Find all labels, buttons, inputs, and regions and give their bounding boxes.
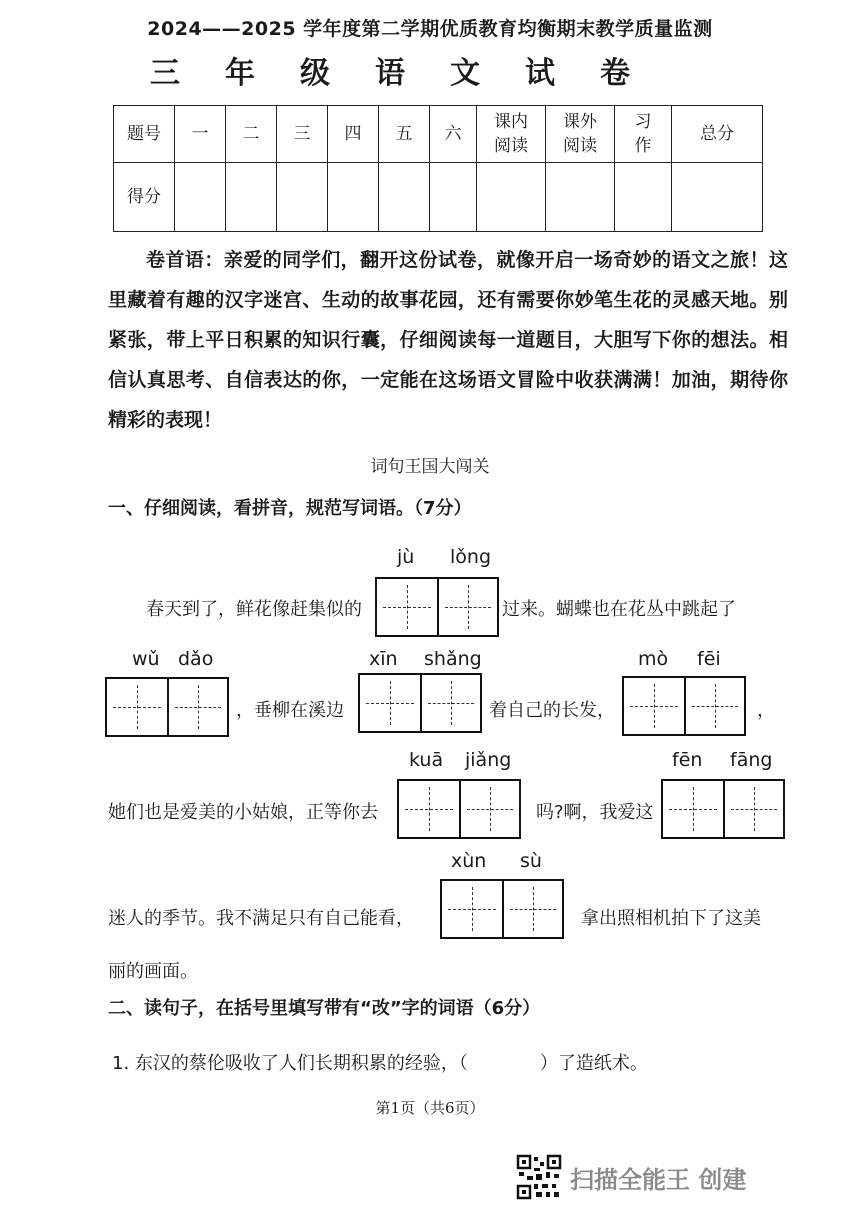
question-1-heading: 一、仔细阅读，看拼音，规范写词语。（7分） — [108, 498, 472, 519]
writing-grid-mofei[interactable] — [622, 676, 746, 736]
sentence-text: 过来。蝴蝶也在花丛中跳起了 — [502, 599, 736, 620]
exam-header: 2024——2025 学年度第二学期优质教育均衡期末教学质量监测 — [147, 18, 713, 40]
pinyin-label: shǎng — [424, 648, 482, 670]
watermark-text: 扫描全能王 创建 — [570, 1166, 747, 1194]
sentence-text: 春天到了，鲜花像赶集似的 — [146, 599, 362, 620]
sentence-text: 拿出照相机拍下了这美 — [581, 908, 761, 929]
score-cell[interactable] — [379, 163, 430, 232]
score-cell[interactable] — [430, 163, 477, 232]
pinyin-label: sù — [520, 850, 542, 872]
writing-grid-xunsu[interactable] — [440, 879, 564, 939]
score-cell[interactable] — [477, 163, 546, 232]
score-col: 三 — [277, 106, 328, 163]
writing-grid-fenfang[interactable] — [661, 779, 785, 839]
section-title: 词句王国大闯关 — [370, 457, 490, 477]
writing-cell[interactable] — [107, 679, 167, 735]
sentence-text: ，垂柳在溪边 — [236, 700, 344, 721]
question-2-heading: 二、读句子，在括号里填写带有“改”字的词语（6分） — [108, 998, 541, 1019]
sentence-text: 着自己的长发， — [489, 700, 615, 721]
score-cell[interactable] — [672, 163, 763, 232]
writing-cell[interactable] — [663, 781, 723, 837]
pinyin-label: fēn — [672, 749, 703, 771]
title-char: 语 — [375, 56, 405, 91]
score-cell[interactable] — [175, 163, 226, 232]
score-col: 习 作 — [615, 106, 672, 163]
score-row-label: 得分 — [114, 163, 175, 232]
qr-code-icon — [516, 1154, 562, 1200]
title-char: 三 — [150, 56, 180, 91]
pinyin-label: jù — [397, 546, 415, 568]
question-2-item-1: 1. 东汉的蔡伦吸收了人们长期积累的经验，（ ）了造纸术。 — [112, 1053, 648, 1074]
score-col: 六 — [430, 106, 477, 163]
writing-cell[interactable] — [167, 679, 227, 735]
score-cell[interactable] — [546, 163, 615, 232]
title-char: 卷 — [600, 56, 630, 91]
pinyin-label: xīn — [369, 648, 398, 670]
score-col: 总分 — [672, 106, 763, 163]
score-col: 课内 阅读 — [477, 106, 546, 163]
writing-grid-kuajiang[interactable] — [397, 779, 521, 839]
score-table-header-row — [114, 106, 763, 163]
writing-cell[interactable] — [399, 781, 459, 837]
pinyin-label: fēi — [697, 648, 721, 670]
score-table — [113, 105, 763, 232]
intro-paragraph: 卷首语：亲爱的同学们，翻开这份试卷，就像开启一场奇妙的语文之旅！这里藏着有趣的汉字迷宫、生动的故事花园，还有需要你妙笔生花的灵感天地。别紧张，带上平日积累的知识行囊，仔细阅读每一道题目，大胆写下你的想法。相信认真思考、自信表达的你，一定能在这场语文冒险中收获满满！加油，期待你精彩的表现！ — [108, 249, 788, 431]
title-char: 文 — [450, 56, 480, 91]
score-cell[interactable] — [328, 163, 379, 232]
sentence-text: 她们也是爱美的小姑娘，正等你去 — [108, 802, 378, 823]
writing-cell[interactable] — [684, 678, 744, 734]
score-col: 五 — [379, 106, 430, 163]
writing-cell[interactable] — [459, 781, 519, 837]
writing-grid-julong[interactable] — [375, 577, 499, 637]
score-row-label: 题号 — [114, 106, 175, 163]
pinyin-label: kuā — [409, 749, 444, 771]
score-table-score-row — [114, 163, 763, 232]
writing-grid-xinshang[interactable] — [358, 673, 482, 733]
pinyin-label: jiǎng — [465, 749, 512, 771]
writing-cell[interactable] — [442, 881, 502, 937]
sentence-text: 丽的画面。 — [108, 961, 198, 982]
score-col: 二 — [226, 106, 277, 163]
score-cell[interactable] — [277, 163, 328, 232]
score-col: 一 — [175, 106, 226, 163]
pinyin-label: wǔ — [132, 648, 160, 670]
score-cell[interactable] — [615, 163, 672, 232]
title-char: 试 — [525, 56, 555, 91]
pinyin-label: xùn — [451, 850, 487, 872]
sentence-text: ， — [757, 700, 775, 721]
pinyin-label: lǒng — [450, 546, 492, 568]
pinyin-label: fāng — [730, 749, 773, 771]
writing-cell[interactable] — [420, 675, 480, 731]
sentence-text: 吗?啊，我爱这 — [536, 802, 654, 823]
writing-cell[interactable] — [360, 675, 420, 731]
title-char: 年 — [225, 56, 255, 91]
writing-cell[interactable] — [437, 579, 497, 635]
title-char: 级 — [300, 56, 330, 91]
exam-title — [150, 48, 630, 92]
writing-cell[interactable] — [377, 579, 437, 635]
sentence-text: 迷人的季节。我不满足只有自己能看， — [108, 908, 414, 929]
pinyin-label: dǎo — [178, 648, 214, 670]
score-col: 四 — [328, 106, 379, 163]
score-cell[interactable] — [226, 163, 277, 232]
page-footer: 第1页（共6页） — [375, 1099, 485, 1117]
score-col: 课外 阅读 — [546, 106, 615, 163]
pinyin-label: mò — [638, 648, 669, 670]
writing-cell[interactable] — [502, 881, 562, 937]
writing-grid-wudao[interactable] — [105, 677, 229, 737]
writing-cell[interactable] — [723, 781, 783, 837]
writing-cell[interactable] — [624, 678, 684, 734]
